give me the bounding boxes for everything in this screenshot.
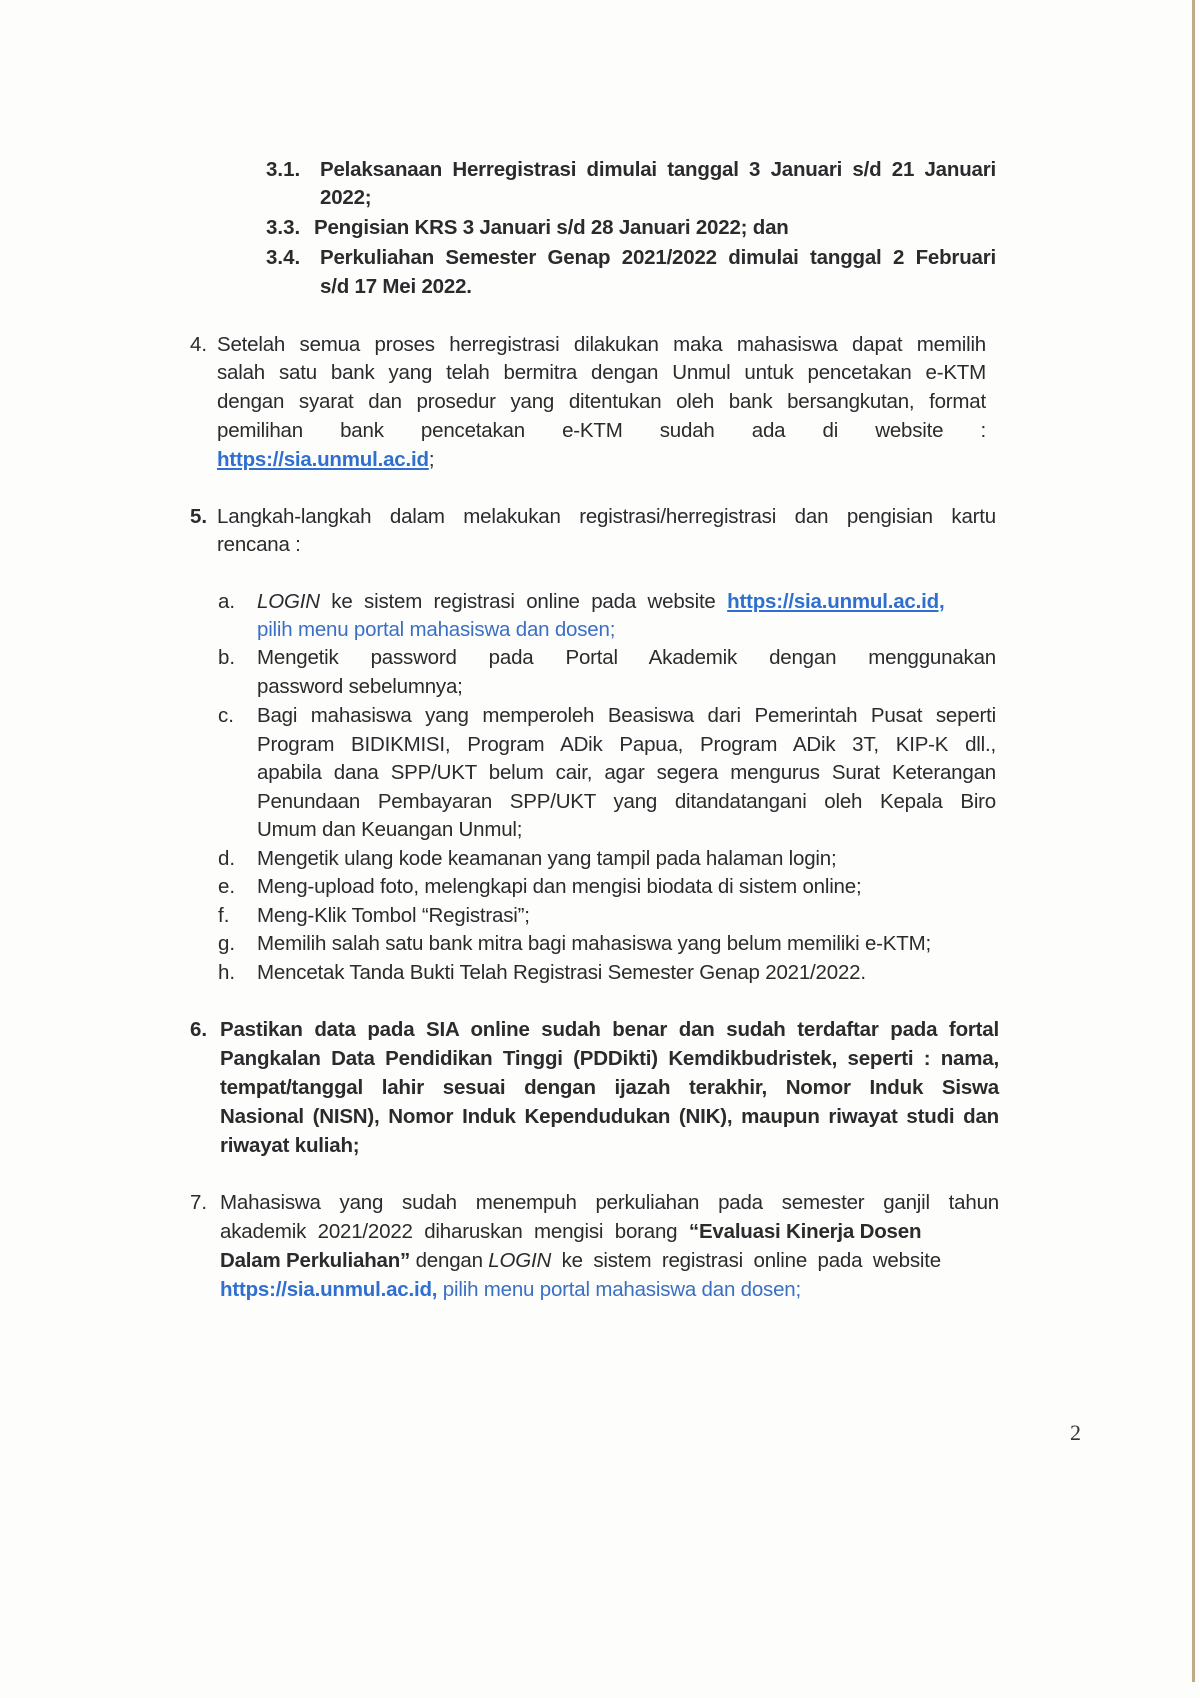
item-text: Langkah-langkah dalam melakukan registrasi/herregistrasi dan pengisian kartu	[217, 505, 996, 528]
sia-website-link[interactable]: https://sia.unmul.ac.id	[217, 448, 429, 471]
item-text: Pastikan data pada SIA online sudah benar dan sudah terdaftar pada fortal	[220, 1018, 999, 1041]
step-label: a.	[218, 590, 236, 613]
punctuation: ;	[428, 448, 435, 471]
item-text	[220, 1275, 801, 1304]
step-text: Meng-upload foto, melengkapi dan mengisi biodata di sistem online;	[257, 875, 862, 898]
step-label: c.	[218, 704, 234, 727]
subitem-label: 3.4.	[266, 246, 301, 269]
login-word: LOGIN	[257, 590, 320, 613]
sia-website-link[interactable]: https://sia.unmul.ac.id,	[220, 1278, 438, 1301]
subitem-text: Pelaksanaan Herregistrasi dimulai tanggal 3 Januari s/d 21 Januari	[320, 158, 996, 181]
item-text: pemilihan bank pencetakan e-KTM sudah ada di website :	[217, 419, 986, 442]
page-number: 2	[1070, 1420, 1081, 1445]
item-text-part: dengan	[410, 1249, 489, 1272]
subitem-label: 3.3.	[266, 216, 301, 239]
step-text: Mengetik ulang kode keamanan yang tampil pada halaman login;	[257, 847, 837, 870]
step-label: f.	[218, 904, 230, 927]
item-link-line	[217, 445, 434, 474]
subitem-text: s/d 17 Mei 2022.	[320, 275, 472, 298]
page-edge-line	[1192, 0, 1195, 1682]
step-label: g.	[218, 932, 236, 955]
step-text: password sebelumnya;	[257, 675, 463, 698]
item-text: dengan syarat dan prosedur yang ditentukan oleh bank bersangkutan, format	[217, 390, 986, 413]
item-text: Mahasiswa yang sudah menempuh perkuliahan pada semester ganjil tahun	[220, 1191, 999, 1214]
item-text: salah satu bank yang telah bermitra dengan Unmul untuk pencetakan e-KTM	[217, 361, 986, 384]
subitem-text: Perkuliahan Semester Genap 2021/2022 dimulai tanggal 2 Februari	[320, 246, 996, 269]
step-text: Mengetik password pada Portal Akademik dengan menggunakan	[257, 646, 996, 669]
step-label: d.	[218, 847, 236, 870]
subitem-text: 2022;	[320, 186, 372, 209]
step-text: Program BIDIKMISI, Program ADik Papua, Program ADik 3T, KIP-K dll.,	[257, 733, 996, 756]
step-label: b.	[218, 646, 236, 669]
item-text	[220, 1246, 941, 1275]
form-name-bold: Dalam Perkuliahan”	[220, 1249, 411, 1272]
step-text-body: ke sistem registrasi online pada website	[319, 590, 728, 613]
item-text-part: pilih menu portal mahasiswa dan dosen;	[437, 1278, 802, 1301]
step-text: Umum dan Keuangan Unmul;	[257, 818, 523, 841]
item-number: 6.	[190, 1018, 208, 1041]
step-text: Mencetak Tanda Bukti Telah Registrasi Semester Genap 2021/2022.	[257, 961, 866, 984]
step-text: pilih menu portal mahasiswa dan dosen;	[257, 618, 616, 641]
item-text: Nasional (NISN), Nomor Induk Kependudukan (NIK), maupun riwayat studi dan	[220, 1105, 999, 1128]
step-text: Bagi mahasiswa yang memperoleh Beasiswa dari Pemerintah Pusat seperti	[257, 704, 996, 727]
item-number: 5.	[190, 505, 208, 528]
step-label: h.	[218, 961, 236, 984]
item-text	[220, 1217, 921, 1246]
step-text	[257, 587, 944, 616]
step-text: apabila dana SPP/UKT belum cair, agar segera mengurus Surat Keterangan	[257, 761, 996, 784]
step-label: e.	[218, 875, 236, 898]
item-text: rencana :	[217, 533, 301, 556]
sia-website-link[interactable]: https://sia.unmul.ac.id,	[727, 590, 945, 613]
item-number: 7.	[190, 1191, 208, 1214]
login-word: LOGIN	[488, 1249, 552, 1272]
step-text: Penundaan Pembayaran SPP/UKT yang ditandatangani oleh Kepala Biro	[257, 790, 996, 813]
form-name-bold: “Evaluasi Kinerja Dosen	[688, 1220, 922, 1243]
item-text: Setelah semua proses herregistrasi dilakukan maka mahasiswa dapat memilih	[217, 333, 986, 356]
subitem-label: 3.1.	[266, 158, 301, 181]
item-text: riwayat kuliah;	[220, 1134, 360, 1157]
subitem-text: Pengisian KRS 3 Januari s/d 28 Januari 2022; dan	[314, 216, 789, 239]
item-text: Pangkalan Data Pendidikan Tinggi (PDDikti) Kemdikbudristek, seperti : nama,	[220, 1047, 999, 1070]
item-text: tempat/tanggal lahir sesuai dengan ijazah terakhir, Nomor Induk Siswa	[220, 1076, 999, 1099]
item-text-part: ke sistem registrasi online pada website	[551, 1249, 941, 1272]
item-number: 4.	[190, 333, 208, 356]
step-text: Memilih salah satu bank mitra bagi mahasiswa yang belum memiliki e-KTM;	[257, 932, 931, 955]
step-text: Meng-Klik Tombol “Registrasi”;	[257, 904, 530, 927]
item-text-part: akademik 2021/2022 diharuskan mengisi borang	[220, 1220, 689, 1243]
